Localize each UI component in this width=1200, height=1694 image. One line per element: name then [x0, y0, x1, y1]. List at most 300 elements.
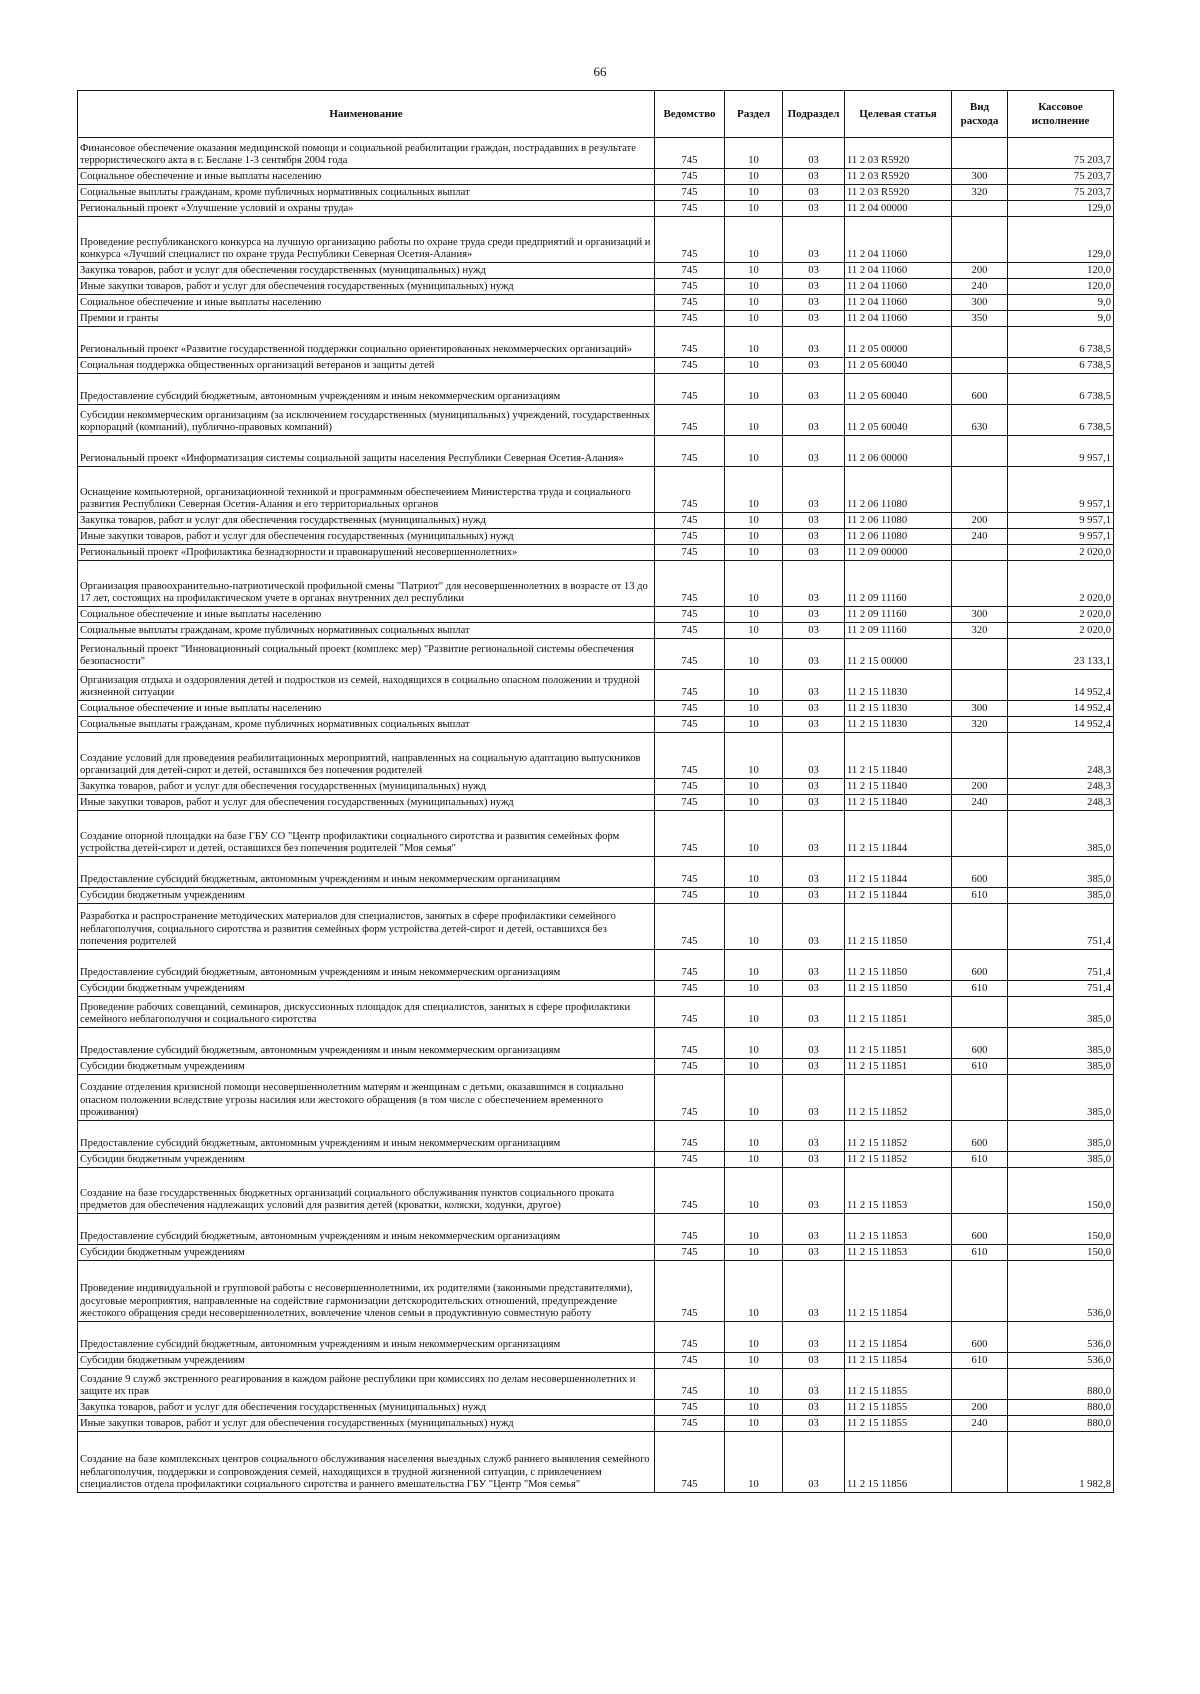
row-target-item: 11 2 15 11853: [845, 1245, 952, 1261]
row-target-item: 11 2 15 11852: [845, 1121, 952, 1152]
table-row: [78, 1245, 1114, 1261]
row-expense-type: 600: [952, 1028, 1008, 1059]
row-section: 10: [725, 1353, 783, 1369]
row-name: Региональный проект «Информатизация системы социальной защиты населения Республики Северная Осетия-Алания»: [78, 436, 655, 467]
row-subsection: 03: [783, 623, 845, 639]
row-cash-execution: 2 020,0: [1008, 623, 1114, 639]
row-department: 745: [655, 138, 725, 169]
table-row: [78, 279, 1114, 295]
table-row: [78, 405, 1114, 436]
row-department: 745: [655, 888, 725, 904]
row-name: Проведение рабочих совещаний, семинаров, дискуссионных площадок для специалистов, занятых в сфере профилактики семейного неблагополучия и социального сиротства: [78, 997, 655, 1028]
row-target-item: 11 2 05 60040: [845, 405, 952, 436]
row-cash-execution: 248,3: [1008, 795, 1114, 811]
header-expense-type: Вид расхода: [952, 91, 1008, 138]
row-expense-type: [952, 1075, 1008, 1121]
row-name: Закупка товаров, работ и услуг для обеспечения государственных (муниципальных) нужд: [78, 263, 655, 279]
row-target-item: 11 2 04 11060: [845, 263, 952, 279]
table-row: [78, 981, 1114, 997]
row-target-item: 11 2 03 R5920: [845, 138, 952, 169]
row-name: Создание опорной площадки на базе ГБУ СО "Центр профилактики социального сиротства и развития семейных форм устройства детей-сирот и детей, оставшихся без попечения родителей "Моя семья": [78, 811, 655, 857]
row-cash-execution: 536,0: [1008, 1353, 1114, 1369]
row-subsection: 03: [783, 701, 845, 717]
row-section: 10: [725, 436, 783, 467]
row-target-item: 11 2 06 00000: [845, 436, 952, 467]
table-row: [78, 639, 1114, 670]
row-name: Создание на базе комплексных центров социального обслуживания населения выездных служб раннего выявления семейного неблагополучия, поддержки и сопровождения семей, находящихся в трудной жизненной ситуации, с привлечением специалистов отдела профилактики социального сиротства и раннего вмешательства ГБУ "Центр "Моя семья": [78, 1432, 655, 1493]
row-cash-execution: 9,0: [1008, 311, 1114, 327]
row-name: Финансовое обеспечение оказания медицинской помощи и социальной реабилитации граждан, пострадавших в результате террористического акта в г. Беслане 1-3 сентября 2004 года: [78, 138, 655, 169]
row-expense-type: [952, 358, 1008, 374]
row-target-item: 11 2 05 00000: [845, 327, 952, 358]
row-target-item: 11 2 15 11850: [845, 904, 952, 950]
row-expense-type: 610: [952, 1245, 1008, 1261]
header-name: Наименование: [78, 91, 655, 138]
row-name: Региональный проект «Улучшение условий и охраны труда»: [78, 201, 655, 217]
row-department: 745: [655, 733, 725, 779]
row-section: 10: [725, 1261, 783, 1322]
row-cash-execution: 2 020,0: [1008, 545, 1114, 561]
row-department: 745: [655, 1059, 725, 1075]
table-row: [78, 545, 1114, 561]
row-cash-execution: 385,0: [1008, 811, 1114, 857]
header-cash-execution: Кассовое исполнение: [1008, 91, 1114, 138]
row-target-item: 11 2 04 11060: [845, 217, 952, 263]
table-row: [78, 623, 1114, 639]
row-cash-execution: 75 203,7: [1008, 138, 1114, 169]
row-subsection: 03: [783, 795, 845, 811]
row-department: 745: [655, 545, 725, 561]
row-section: 10: [725, 1432, 783, 1493]
row-cash-execution: 150,0: [1008, 1214, 1114, 1245]
row-name: Предоставление субсидий бюджетным, автономным учреждениям и иным некоммерческим организациям: [78, 950, 655, 981]
row-cash-execution: 385,0: [1008, 1059, 1114, 1075]
row-target-item: 11 2 09 11160: [845, 561, 952, 607]
row-subsection: 03: [783, 311, 845, 327]
row-expense-type: 600: [952, 1121, 1008, 1152]
table-row: [78, 888, 1114, 904]
row-department: 745: [655, 1261, 725, 1322]
row-name: Проведение индивидуальной и групповой работы с несовершеннолетними, их родителями (законными представителями), досуговые мероприятия, направленные на содействие гармонизации детскородительских отношений, предупреждение жестокого обращения среди несовершеннолетних, вовлечение членов семьи в продуктивную совместную работу: [78, 1261, 655, 1322]
row-cash-execution: 150,0: [1008, 1245, 1114, 1261]
row-section: 10: [725, 623, 783, 639]
table-row: [78, 1028, 1114, 1059]
row-section: 10: [725, 467, 783, 513]
row-department: 745: [655, 217, 725, 263]
row-target-item: 11 2 15 11852: [845, 1075, 952, 1121]
row-cash-execution: 385,0: [1008, 997, 1114, 1028]
row-department: 745: [655, 1028, 725, 1059]
row-subsection: 03: [783, 295, 845, 311]
row-section: 10: [725, 733, 783, 779]
row-cash-execution: 14 952,4: [1008, 701, 1114, 717]
row-target-item: 11 2 15 11853: [845, 1214, 952, 1245]
row-subsection: 03: [783, 529, 845, 545]
row-department: 745: [655, 311, 725, 327]
row-expense-type: 350: [952, 311, 1008, 327]
table-row: [78, 201, 1114, 217]
row-cash-execution: 880,0: [1008, 1416, 1114, 1432]
row-section: 10: [725, 374, 783, 405]
row-expense-type: [952, 997, 1008, 1028]
row-subsection: 03: [783, 279, 845, 295]
row-subsection: 03: [783, 169, 845, 185]
row-target-item: 11 2 15 11854: [845, 1322, 952, 1353]
table-row: [78, 1261, 1114, 1322]
row-target-item: 11 2 15 11855: [845, 1416, 952, 1432]
table-row: [78, 1400, 1114, 1416]
row-section: 10: [725, 811, 783, 857]
row-cash-execution: 120,0: [1008, 279, 1114, 295]
row-target-item: 11 2 15 11844: [845, 811, 952, 857]
table-row: [78, 997, 1114, 1028]
row-target-item: 11 2 15 00000: [845, 639, 952, 670]
table-row: [78, 1369, 1114, 1400]
row-subsection: 03: [783, 607, 845, 623]
table-row: [78, 1214, 1114, 1245]
row-section: 10: [725, 263, 783, 279]
row-cash-execution: 129,0: [1008, 201, 1114, 217]
row-name: Предоставление субсидий бюджетным, автономным учреждениям и иным некоммерческим организациям: [78, 1214, 655, 1245]
row-department: 745: [655, 263, 725, 279]
row-name: Предоставление субсидий бюджетным, автономным учреждениям и иным некоммерческим организациям: [78, 1322, 655, 1353]
row-target-item: 11 2 15 11830: [845, 701, 952, 717]
row-section: 10: [725, 950, 783, 981]
row-target-item: 11 2 15 11830: [845, 717, 952, 733]
row-name: Социальное обеспечение и иные выплаты населению: [78, 295, 655, 311]
row-subsection: 03: [783, 545, 845, 561]
row-name: Социальное обеспечение и иные выплаты населению: [78, 607, 655, 623]
table-row: [78, 701, 1114, 717]
row-target-item: 11 2 05 60040: [845, 374, 952, 405]
row-section: 10: [725, 1059, 783, 1075]
row-expense-type: 600: [952, 857, 1008, 888]
row-department: 745: [655, 185, 725, 201]
row-subsection: 03: [783, 436, 845, 467]
row-section: 10: [725, 904, 783, 950]
table-row: [78, 1121, 1114, 1152]
row-subsection: 03: [783, 358, 845, 374]
row-cash-execution: 751,4: [1008, 904, 1114, 950]
row-target-item: 11 2 15 11844: [845, 857, 952, 888]
row-cash-execution: 6 738,5: [1008, 405, 1114, 436]
table-row: [78, 327, 1114, 358]
row-cash-execution: 1 982,8: [1008, 1432, 1114, 1493]
table-row: [78, 436, 1114, 467]
row-department: 745: [655, 374, 725, 405]
row-department: 745: [655, 327, 725, 358]
header-subsection: Подраздел: [783, 91, 845, 138]
row-subsection: 03: [783, 467, 845, 513]
row-section: 10: [725, 185, 783, 201]
row-section: 10: [725, 327, 783, 358]
row-section: 10: [725, 670, 783, 701]
row-target-item: 11 2 15 11856: [845, 1432, 952, 1493]
row-subsection: 03: [783, 733, 845, 779]
row-subsection: 03: [783, 1261, 845, 1322]
row-cash-execution: 9 957,1: [1008, 467, 1114, 513]
row-cash-execution: 880,0: [1008, 1400, 1114, 1416]
row-cash-execution: 385,0: [1008, 888, 1114, 904]
row-expense-type: 240: [952, 279, 1008, 295]
table-row: [78, 857, 1114, 888]
row-department: 745: [655, 529, 725, 545]
row-name: Оснащение компьютерной, организационной техникой и программным обеспечением Министерства труда и социального развития Республики Северная Осетия-Алания и его территориальных органов: [78, 467, 655, 513]
table-row: [78, 1432, 1114, 1493]
row-expense-type: 610: [952, 1059, 1008, 1075]
row-section: 10: [725, 1214, 783, 1245]
row-name: Социальные выплаты гражданам, кроме публичных нормативных социальных выплат: [78, 623, 655, 639]
row-department: 745: [655, 279, 725, 295]
row-target-item: 11 2 15 11840: [845, 779, 952, 795]
row-name: Субсидии бюджетным учреждениям: [78, 1245, 655, 1261]
row-target-item: 11 2 15 11840: [845, 733, 952, 779]
row-cash-execution: 150,0: [1008, 1168, 1114, 1214]
row-cash-execution: 248,3: [1008, 733, 1114, 779]
row-expense-type: 240: [952, 529, 1008, 545]
row-cash-execution: 2 020,0: [1008, 561, 1114, 607]
row-expense-type: [952, 1432, 1008, 1493]
table-row: [78, 779, 1114, 795]
row-expense-type: 600: [952, 950, 1008, 981]
row-expense-type: [952, 1261, 1008, 1322]
row-subsection: 03: [783, 670, 845, 701]
row-department: 745: [655, 1121, 725, 1152]
row-subsection: 03: [783, 1353, 845, 1369]
row-department: 745: [655, 358, 725, 374]
table-row: [78, 904, 1114, 950]
row-cash-execution: 9 957,1: [1008, 513, 1114, 529]
row-subsection: 03: [783, 1400, 845, 1416]
row-department: 745: [655, 1400, 725, 1416]
row-department: 745: [655, 1168, 725, 1214]
row-name: Социальное обеспечение и иные выплаты населению: [78, 169, 655, 185]
row-target-item: 11 2 15 11855: [845, 1369, 952, 1400]
row-name: Создание отделения кризисной помощи несовершеннолетним матерям и женщинам с детьми, оказавшимся в социально опасном положении вследствие угрозы насилия или жестокого обращения (в том числе с обеспечением временного проживания): [78, 1075, 655, 1121]
row-subsection: 03: [783, 779, 845, 795]
row-section: 10: [725, 795, 783, 811]
table-row: [78, 1353, 1114, 1369]
row-subsection: 03: [783, 561, 845, 607]
row-subsection: 03: [783, 1416, 845, 1432]
row-subsection: 03: [783, 1075, 845, 1121]
row-section: 10: [725, 217, 783, 263]
row-subsection: 03: [783, 950, 845, 981]
row-cash-execution: 536,0: [1008, 1322, 1114, 1353]
row-target-item: 11 2 09 11160: [845, 607, 952, 623]
row-expense-type: 300: [952, 701, 1008, 717]
row-cash-execution: 6 738,5: [1008, 327, 1114, 358]
row-target-item: 11 2 09 00000: [845, 545, 952, 561]
table-row: [78, 138, 1114, 169]
row-section: 10: [725, 779, 783, 795]
table-row: [78, 1416, 1114, 1432]
table-row: [78, 561, 1114, 607]
row-name: Субсидии бюджетным учреждениям: [78, 888, 655, 904]
row-name: Премии и гранты: [78, 311, 655, 327]
row-target-item: 11 2 15 11840: [845, 795, 952, 811]
row-section: 10: [725, 1416, 783, 1432]
row-cash-execution: 880,0: [1008, 1369, 1114, 1400]
row-subsection: 03: [783, 1059, 845, 1075]
row-name: Закупка товаров, работ и услуг для обеспечения государственных (муниципальных) нужд: [78, 1400, 655, 1416]
row-subsection: 03: [783, 185, 845, 201]
row-subsection: 03: [783, 1152, 845, 1168]
row-subsection: 03: [783, 811, 845, 857]
row-cash-execution: 385,0: [1008, 1152, 1114, 1168]
row-cash-execution: 14 952,4: [1008, 717, 1114, 733]
row-target-item: 11 2 15 11851: [845, 1028, 952, 1059]
row-expense-type: 610: [952, 981, 1008, 997]
row-name: Субсидии бюджетным учреждениям: [78, 1059, 655, 1075]
row-subsection: 03: [783, 1121, 845, 1152]
row-cash-execution: 536,0: [1008, 1261, 1114, 1322]
row-expense-type: 200: [952, 779, 1008, 795]
row-subsection: 03: [783, 374, 845, 405]
row-expense-type: [952, 639, 1008, 670]
row-expense-type: 320: [952, 623, 1008, 639]
row-department: 745: [655, 1075, 725, 1121]
row-section: 10: [725, 295, 783, 311]
row-section: 10: [725, 1121, 783, 1152]
row-section: 10: [725, 545, 783, 561]
table-row: [78, 717, 1114, 733]
row-cash-execution: 9,0: [1008, 295, 1114, 311]
row-target-item: 11 2 04 11060: [845, 279, 952, 295]
row-department: 745: [655, 701, 725, 717]
table-row: [78, 670, 1114, 701]
row-department: 745: [655, 1416, 725, 1432]
row-department: 745: [655, 904, 725, 950]
row-subsection: 03: [783, 904, 845, 950]
table-row: [78, 513, 1114, 529]
row-expense-type: 240: [952, 1416, 1008, 1432]
row-name: Субсидии бюджетным учреждениям: [78, 1152, 655, 1168]
row-subsection: 03: [783, 981, 845, 997]
row-name: Региональный проект «Профилактика безнадзорности и правонарушений несовершеннолетних»: [78, 545, 655, 561]
row-expense-type: [952, 217, 1008, 263]
row-target-item: 11 2 15 11855: [845, 1400, 952, 1416]
row-name: Организация отдыха и оздоровления детей и подростков из семей, находящихся в социально опасном положении и трудной жизненной ситуации: [78, 670, 655, 701]
row-subsection: 03: [783, 1322, 845, 1353]
row-section: 10: [725, 1028, 783, 1059]
row-expense-type: [952, 733, 1008, 779]
row-target-item: 11 2 15 11854: [845, 1353, 952, 1369]
row-cash-execution: 2 020,0: [1008, 607, 1114, 623]
row-section: 10: [725, 607, 783, 623]
row-name: Создание 9 служб экстренного реагирования в каждом районе республики при комиссиях по делам несовершеннолетних и защите их прав: [78, 1369, 655, 1400]
row-cash-execution: 129,0: [1008, 217, 1114, 263]
table-row: [78, 950, 1114, 981]
row-section: 10: [725, 701, 783, 717]
table-row: [78, 795, 1114, 811]
row-target-item: 11 2 15 11850: [845, 950, 952, 981]
budget-table: [77, 90, 1114, 1493]
row-name: Социальные выплаты гражданам, кроме публичных нормативных социальных выплат: [78, 717, 655, 733]
row-subsection: 03: [783, 513, 845, 529]
row-department: 745: [655, 639, 725, 670]
row-department: 745: [655, 405, 725, 436]
table-row: [78, 1322, 1114, 1353]
row-subsection: 03: [783, 217, 845, 263]
table-row: [78, 1075, 1114, 1121]
row-department: 745: [655, 997, 725, 1028]
row-expense-type: 600: [952, 1322, 1008, 1353]
row-expense-type: 200: [952, 263, 1008, 279]
row-name: Социальное обеспечение и иные выплаты населению: [78, 701, 655, 717]
row-name: Субсидии некоммерческим организациям (за исключением государственных (муниципальных) учреждений, государственных корпораций (компаний), публично-правовых компаний): [78, 405, 655, 436]
table-row: [78, 217, 1114, 263]
row-expense-type: 240: [952, 795, 1008, 811]
row-name: Иные закупки товаров, работ и услуг для обеспечения государственных (муниципальных) нужд: [78, 1416, 655, 1432]
row-section: 10: [725, 1075, 783, 1121]
row-expense-type: 300: [952, 169, 1008, 185]
row-expense-type: 600: [952, 1214, 1008, 1245]
row-subsection: 03: [783, 997, 845, 1028]
row-name: Создание на базе государственных бюджетных организаций социального обслуживания пунктов социального проката предметов для обеспечения надлежащих условий для развития детей (кроватки, коляски, ходунки, другое): [78, 1168, 655, 1214]
row-expense-type: [952, 327, 1008, 358]
row-target-item: 11 2 04 11060: [845, 311, 952, 327]
row-section: 10: [725, 405, 783, 436]
row-name: Региональный проект «Развитие государственной поддержки социально ориентированных некоммерческих организаций»: [78, 327, 655, 358]
row-target-item: 11 2 06 11080: [845, 513, 952, 529]
row-section: 10: [725, 997, 783, 1028]
row-cash-execution: 385,0: [1008, 1121, 1114, 1152]
row-expense-type: 600: [952, 374, 1008, 405]
table-row: [78, 1059, 1114, 1075]
row-cash-execution: 248,3: [1008, 779, 1114, 795]
row-target-item: 11 2 03 R5920: [845, 169, 952, 185]
row-expense-type: [952, 561, 1008, 607]
row-department: 745: [655, 950, 725, 981]
table-row: [78, 358, 1114, 374]
row-department: 745: [655, 670, 725, 701]
table-row: [78, 1168, 1114, 1214]
row-section: 10: [725, 311, 783, 327]
table-row: [78, 733, 1114, 779]
row-department: 745: [655, 1353, 725, 1369]
row-name: Закупка товаров, работ и услуг для обеспечения государственных (муниципальных) нужд: [78, 779, 655, 795]
table-row: [78, 529, 1114, 545]
row-target-item: 11 2 09 11160: [845, 623, 952, 639]
row-cash-execution: 751,4: [1008, 950, 1114, 981]
row-subsection: 03: [783, 639, 845, 670]
row-name: Предоставление субсидий бюджетным, автономным учреждениям и иным некоммерческим организациям: [78, 1028, 655, 1059]
row-name: Предоставление субсидий бюджетным, автономным учреждениям и иным некоммерческим организациям: [78, 1121, 655, 1152]
row-section: 10: [725, 717, 783, 733]
row-section: 10: [725, 1400, 783, 1416]
row-target-item: 11 2 04 11060: [845, 295, 952, 311]
table-row: [78, 311, 1114, 327]
row-expense-type: [952, 467, 1008, 513]
row-department: 745: [655, 467, 725, 513]
table-row: [78, 374, 1114, 405]
row-section: 10: [725, 513, 783, 529]
row-section: 10: [725, 857, 783, 888]
table-row: [78, 295, 1114, 311]
row-expense-type: 300: [952, 295, 1008, 311]
row-name: Предоставление субсидий бюджетным, автономным учреждениям и иным некоммерческим организациям: [78, 857, 655, 888]
row-name: Субсидии бюджетным учреждениям: [78, 1353, 655, 1369]
page-number: 66: [593, 64, 607, 79]
row-department: 745: [655, 1152, 725, 1168]
row-name: Иные закупки товаров, работ и услуг для обеспечения государственных (муниципальных) нужд: [78, 529, 655, 545]
table-row: [78, 467, 1114, 513]
table-row: [78, 185, 1114, 201]
row-department: 745: [655, 201, 725, 217]
row-name: Региональный проект "Инновационный социальный проект (комплекс мер) "Развитие региональной системы обеспечения безопасности": [78, 639, 655, 670]
row-subsection: 03: [783, 1245, 845, 1261]
